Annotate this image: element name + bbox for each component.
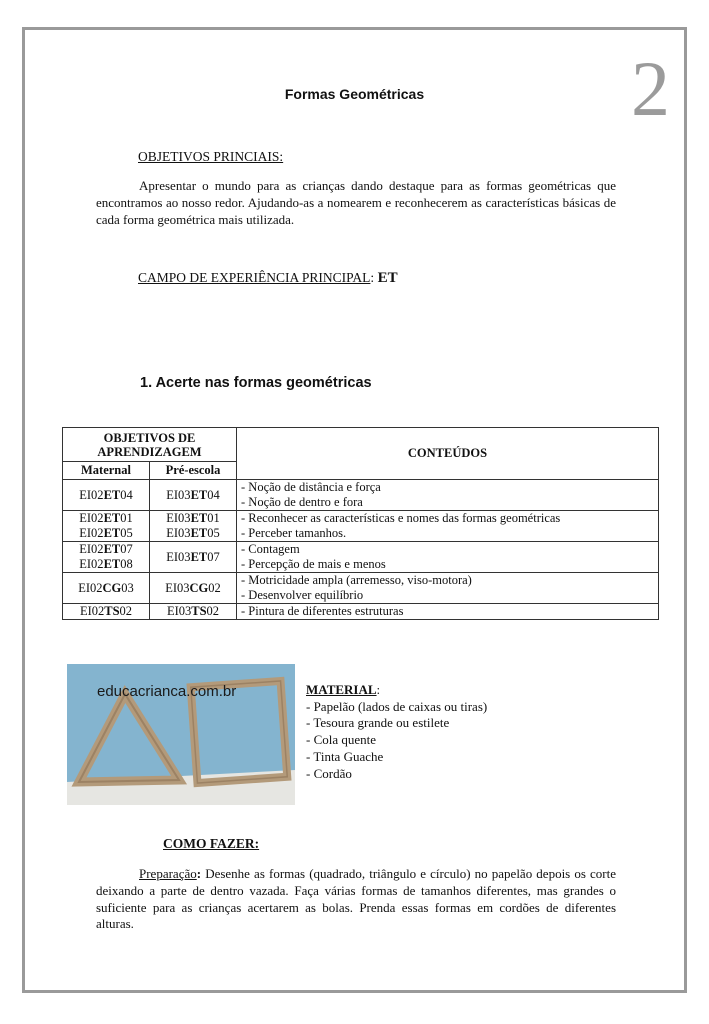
header-preescola: Pré-escola: [150, 462, 237, 480]
photo-watermark: educacrianca.com.br: [97, 683, 237, 700]
material-item: - Papelão (lados de caixas ou tiras): [306, 698, 488, 714]
table-body: [63, 480, 659, 620]
code-line: [67, 511, 145, 526]
code-line: [67, 488, 145, 503]
table-row: [63, 604, 659, 620]
objectives-table: [62, 427, 659, 620]
code-field: ET: [103, 511, 121, 525]
preparacao-colon: :: [196, 866, 202, 881]
code-prefix: EI02: [79, 526, 104, 540]
cell-conteudos: [237, 511, 659, 542]
code-prefix: EI03: [166, 549, 191, 564]
code-field: ET: [190, 511, 208, 525]
code-line: [67, 581, 145, 596]
conteudo-line: - Motricidade ampla (arremesso, viso-motora): [241, 573, 472, 587]
material-item: - Tesoura grande ou estilete: [306, 715, 450, 731]
code-line: [67, 542, 145, 557]
code-line: [154, 511, 232, 526]
conteudo-line: - Contagem: [241, 542, 300, 556]
code-number: 03: [121, 580, 134, 595]
code-prefix: EI02: [79, 542, 104, 556]
shapes-photo: [67, 664, 295, 805]
campo-label: CAMPO DE EXPERIÊNCIA PRINCIPAL: [138, 270, 371, 285]
code-field: TS: [104, 604, 120, 618]
material-heading: MATERIAL: [306, 682, 377, 697]
code-prefix: EI02: [79, 604, 105, 618]
cell-maternal: [63, 480, 150, 511]
como-fazer-heading: COMO FAZER:: [163, 836, 260, 851]
preparacao-paragraph: [96, 866, 616, 933]
shapes-photo-svg: [67, 664, 295, 805]
preparacao-text: Desenhe as formas (quadrado, triângulo e círculo) no papelão depois os corte deixando a parte de dentro vazada. Faça várias formas de tamanhos diferentes, mas grandes o suficiente para as crianças acertarem as bolas. Prenda essas formas em cordões de diferentes alturas.: [96, 866, 616, 932]
code-field: ET: [103, 542, 121, 556]
conteudo-line: - Percepção de mais e menos: [241, 557, 386, 571]
cell-preescola: [150, 511, 237, 542]
table-row: [63, 480, 659, 511]
conteudo-line: - Noção de distância e força: [241, 480, 381, 494]
code-number: 08: [120, 557, 133, 571]
code-prefix: EI02: [79, 557, 104, 571]
code-field: TS: [191, 604, 207, 618]
code-line: [67, 557, 145, 572]
code-line: [67, 604, 145, 619]
conteudo-line: - Desenvolver equilíbrio: [241, 588, 364, 602]
code-prefix: EI02: [79, 511, 104, 525]
code-line: [154, 581, 232, 596]
code-field: ET: [190, 487, 208, 502]
material-item: - Tinta Guache: [306, 748, 384, 764]
code-number: 02: [206, 604, 220, 618]
code-number: 04: [120, 487, 133, 502]
code-prefix: EI03: [166, 487, 191, 502]
code-line: [154, 550, 232, 565]
code-field: CG: [189, 580, 209, 595]
code-prefix: EI02: [79, 487, 104, 502]
objectives-heading-text: OBJETIVOS PRINCIAIS: [138, 149, 280, 164]
code-line: [154, 604, 232, 619]
cell-conteudos: [237, 542, 659, 573]
code-number: 05: [120, 526, 133, 540]
section-title: 1. Acerte nas formas geométricas: [140, 375, 372, 391]
cell-preescola: [150, 573, 237, 604]
objectives-text: Apresentar o mundo para as crianças dando destaque para as formas geométricas que encontramos ao nosso redor. Ajudando-as a nomearem e reconhecerem as características básicas de cada forma geométrica mais utilizada.: [96, 178, 616, 227]
preparacao-label: Preparação: [139, 866, 197, 881]
code-number: 01: [120, 511, 133, 525]
conteudo-line: - Reconhecer as características e nomes das formas geométricas: [241, 511, 561, 525]
code-prefix: EI03: [166, 604, 192, 618]
code-field: CG: [102, 580, 122, 595]
code-number: 07: [207, 549, 220, 564]
campo-experiencia: [138, 270, 398, 287]
code-field: ET: [103, 487, 121, 502]
material-item: - Cola quente: [306, 732, 377, 748]
code-number: 05: [207, 526, 220, 540]
cell-conteudos: [237, 573, 659, 604]
code-line: [154, 526, 232, 541]
conteudo-line: - Perceber tamanhos.: [241, 526, 347, 540]
code-number: 04: [207, 487, 220, 502]
code-line: [67, 526, 145, 541]
code-number: 02: [119, 604, 133, 618]
cell-conteudos: [237, 480, 659, 511]
table-row: [63, 542, 659, 573]
page-number: 2: [631, 45, 670, 132]
cell-maternal: [63, 542, 150, 573]
cell-maternal: [63, 511, 150, 542]
objectives-heading: [138, 149, 283, 165]
header-conteudos: CONTEÚDOS: [237, 428, 659, 480]
code-prefix: EI02: [78, 580, 103, 595]
header-objetivos: OBJETIVOS DE APRENDIZAGEM: [63, 428, 237, 462]
objectives-heading-suffix: :: [279, 149, 284, 164]
material-heading-line: [306, 682, 487, 699]
code-prefix: EI03: [166, 526, 191, 540]
campo-value: ET: [377, 270, 398, 286]
code-prefix: EI03: [165, 580, 190, 595]
table-row: [63, 511, 659, 542]
code-prefix: EI03: [166, 511, 191, 525]
campo-suffix: :: [370, 270, 378, 285]
code-field: ET: [103, 526, 121, 540]
material-heading-suffix: :: [376, 682, 381, 697]
cell-preescola: [150, 542, 237, 573]
code-field: ET: [190, 549, 208, 564]
table-row: [63, 573, 659, 604]
cell-preescola: [150, 604, 237, 620]
cell-maternal: [63, 604, 150, 620]
code-number: 07: [120, 542, 133, 556]
code-line: [154, 488, 232, 503]
material-list: [306, 682, 487, 782]
cell-preescola: [150, 480, 237, 511]
code-number: 02: [208, 580, 221, 595]
cell-conteudos: [237, 604, 659, 620]
conteudo-line: - Noção de dentro e fora: [241, 495, 363, 509]
material-item: - Cordão: [306, 765, 352, 781]
header-maternal: Maternal: [63, 462, 150, 480]
code-field: ET: [190, 526, 208, 540]
code-field: ET: [103, 557, 121, 571]
page-title: Formas Geométricas: [284, 86, 425, 102]
conteudo-line: - Pintura de diferentes estruturas: [241, 604, 404, 618]
code-number: 01: [207, 511, 220, 525]
cell-maternal: [63, 573, 150, 604]
